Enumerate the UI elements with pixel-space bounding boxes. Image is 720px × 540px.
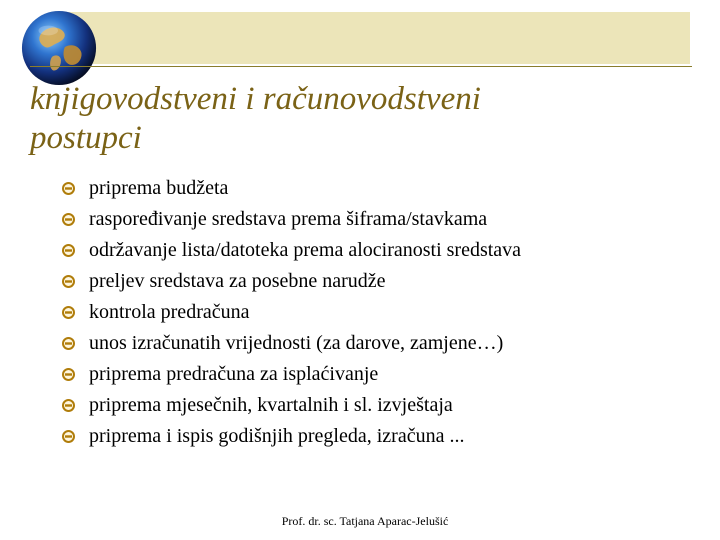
slide-title-line-2: postupci [30,120,142,156]
bullet-item [62,297,521,328]
circle-bullet-icon [62,213,75,226]
slide-title-line-1: knjigovodstveni i računovodstveni [30,81,481,117]
bullet-list [62,173,521,452]
bullet-text: priprema mjesečnih, kvartalnih i sl. izvještaja [89,394,453,416]
bullet-item [62,421,521,452]
bullet-text: priprema budžeta [89,177,229,199]
bullet-item [62,359,521,390]
circle-bullet-icon [62,337,75,350]
bullet-item [62,390,521,421]
bullet-item [62,328,521,359]
footer-author: Prof. dr. sc. Tatjana Aparac-Jelušić [281,514,449,528]
header-bar [58,12,690,64]
bullet-text: preljev sredstava za posebne narudže [89,270,386,292]
circle-bullet-icon [62,430,75,443]
circle-bullet-icon [62,399,75,412]
title-divider [30,66,692,67]
bullet-item [62,266,521,297]
circle-bullet-icon [62,368,75,381]
bullet-text: održavanje lista/datoteka prema alociranosti sredstava [89,239,522,261]
bullet-text: priprema i ispis godišnjih pregleda, izračuna ... [89,425,465,447]
bullet-item [62,173,521,204]
slide-title [30,80,670,158]
bullet-text: priprema predračuna za isplaćivanje [89,363,379,385]
circle-bullet-icon [62,244,75,257]
bullet-text: kontrola predračuna [89,301,250,323]
bullet-item [62,235,521,266]
circle-bullet-icon [62,306,75,319]
globe-icon [20,9,98,87]
bullet-text: unos izračunatih vrijednosti (za darove, zamjene…) [89,332,504,354]
circle-bullet-icon [62,182,75,195]
bullet-text: raspoređivanje sredstava prema šiframa/stavkama [89,208,488,230]
circle-bullet-icon [62,275,75,288]
bullet-item [62,204,521,235]
